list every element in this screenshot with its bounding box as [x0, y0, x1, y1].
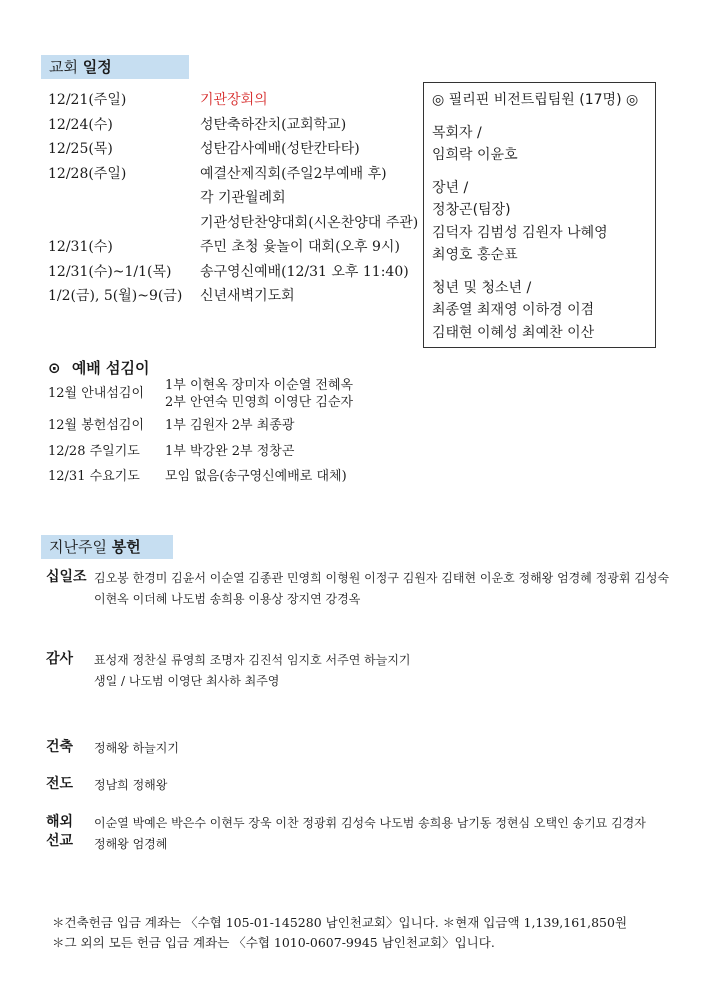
offering-category-name: 건축 — [46, 739, 74, 755]
schedule-event: 예결산제직회(주일2부예배 후) — [200, 165, 387, 182]
mission-member-line: 임희락 이윤호 — [432, 147, 518, 163]
schedule-row — [48, 235, 418, 260]
schedule-date: 12/21(주일) — [48, 92, 127, 108]
account-notes — [52, 913, 627, 953]
service-value: 1부 박강완 2부 정창곤 — [165, 444, 295, 459]
schedule-date: 12/31(수)~1/1(목) — [48, 263, 172, 280]
mission-member-line: 최종열 최재영 이하경 이겸 — [432, 302, 595, 318]
mission-group-heading: 청년 및 청소년 / — [432, 279, 532, 296]
service-label: 12월 안내섬김이 — [48, 386, 145, 401]
schedule-event: 성탄축하잔치(교회학교) — [200, 116, 347, 133]
schedule-header-prefix: 교회 — [49, 58, 78, 76]
schedule-date: 12/24(수) — [48, 116, 113, 133]
offering-names — [94, 650, 684, 692]
schedule-event: 기관장회의 — [200, 92, 268, 108]
schedule-header — [41, 55, 189, 79]
schedule-row — [48, 186, 418, 211]
schedule-date: 1/2(금), 5(월)~9(금) — [48, 288, 183, 304]
schedule-date: 12/28(주일) — [48, 165, 127, 182]
schedule-row — [48, 284, 418, 309]
schedule-event: 각 기관월례회 — [200, 190, 286, 206]
schedule-event: 신년새벽기도회 — [200, 288, 295, 304]
schedule-row — [48, 211, 418, 236]
note-line: ＊그 외의 모든 헌금 입금 계좌는 〈수협 1010-0607-9945 남인천교회〉입니다. — [52, 935, 495, 950]
schedule-row — [48, 162, 418, 187]
service-heading — [48, 357, 150, 378]
offering-name-line: 정해왕 엄경혜 — [94, 837, 168, 851]
mission-team-box — [423, 82, 656, 348]
schedule-row — [48, 113, 418, 138]
mission-member-line: 최영호 홍순표 — [432, 247, 518, 263]
offering-header-prefix: 지난주일 — [49, 538, 107, 556]
service-label: 12월 봉헌섬김이 — [48, 418, 145, 433]
offering-name-line: 정해왕 하늘지기 — [94, 741, 179, 755]
offering-header-bold: 봉헌 — [111, 538, 141, 556]
mission-member-line: 정창곤(팀장) — [432, 202, 511, 218]
schedule-event: 주민 초청 윷놀이 대회(오후 9시) — [200, 239, 400, 255]
offering-category-name: 전도 — [46, 776, 74, 792]
service-value: 1부 김원자 2부 최종광 — [165, 418, 295, 433]
service-label: 12/28 주일기도 — [48, 444, 140, 459]
offering-category-name: 감사 — [46, 651, 74, 667]
offering-names — [94, 775, 684, 796]
mission-group-heading: 목회자 / — [432, 124, 482, 141]
offering-name-line: 생일 / 나도범 이영단 최사하 최주영 — [94, 674, 280, 688]
offering-name-line: 김오봉 한경미 김윤서 이순열 김종관 민영희 이형원 이정구 김원자 김태현 이운호 정해왕 엄경혜 정광휘 김성숙 — [94, 571, 670, 585]
schedule-event: 성탄감사예배(성탄칸타타) — [200, 141, 360, 157]
offering-names — [94, 813, 684, 855]
target-bullet-icon: ⊙ — [48, 359, 61, 377]
schedule-date: 12/25(목) — [48, 141, 113, 157]
schedule-date: 12/31(수) — [48, 239, 113, 255]
offering-header — [41, 535, 173, 559]
offering-names — [94, 738, 684, 759]
group-spacer — [432, 167, 647, 177]
mission-group-heading: 장년 / — [432, 179, 469, 196]
offering-name-line: 이순열 박예은 박은수 이현두 장욱 이찬 정광휘 김성숙 나도범 송희용 남기동 정현심 오택인 송기묘 김경자 — [94, 816, 646, 830]
service-title: 예배 섬김이 — [71, 359, 150, 377]
mission-member-line: 김덕자 김범성 김원자 나혜영 — [432, 224, 608, 241]
offering-category-name: 해외 선교 — [46, 814, 74, 849]
offering-name-line: 이현옥 이더혜 나도범 송희용 이용상 장지연 강경옥 — [94, 592, 361, 606]
schedule-header-bold: 일정 — [82, 58, 112, 76]
note-line: ＊건축헌금 입금 계좌는 〈수협 105-01-145280 남인천교회〉입니다. ＊현재 입금액 1,139,161,850원 — [52, 915, 628, 930]
offering-name-line: 정남희 정해왕 — [94, 778, 168, 792]
service-label: 12/31 수요기도 — [48, 469, 140, 484]
schedule-row — [48, 260, 418, 285]
group-spacer — [432, 267, 647, 277]
service-value: 1부 이현옥 장미자 이순열 전혜옥 — [165, 378, 354, 393]
service-value: 2부 안연숙 민영희 이영단 김순자 — [165, 395, 354, 410]
offering-category-name: 십일조 — [46, 569, 87, 585]
schedule-list — [48, 88, 418, 309]
group-spacer — [432, 112, 647, 122]
schedule-event: 기관성탄찬양대회(시온찬양대 주관) — [200, 214, 419, 231]
schedule-row — [48, 137, 418, 162]
schedule-event: 송구영신예배(12/31 오후 11:40) — [200, 263, 409, 280]
mission-team-title: ◎ 필리핀 비전트립팀원 (17명) ◎ — [432, 92, 639, 108]
schedule-row — [48, 88, 418, 113]
service-value: 모임 없음(송구영신예배로 대체) — [165, 469, 347, 484]
offering-names — [94, 568, 684, 610]
mission-member-line: 김태현 이혜성 최예찬 이산 — [432, 324, 595, 341]
mission-team-groups — [432, 112, 647, 345]
offering-name-line: 표성재 정찬실 류영희 조명자 김진석 임지호 서주연 하늘지기 — [94, 653, 411, 667]
